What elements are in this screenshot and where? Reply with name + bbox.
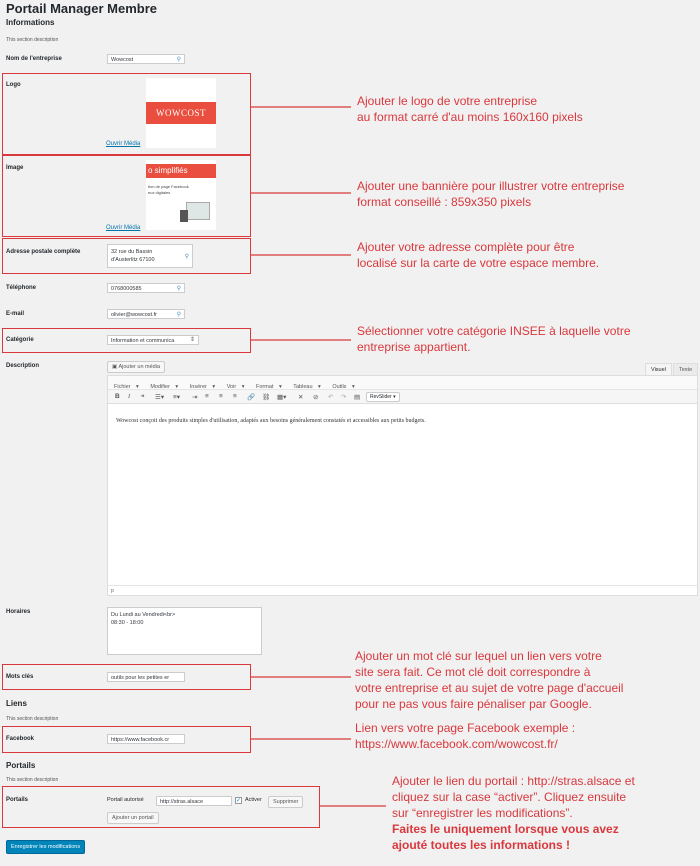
annotation-line: votre entreprise et au sujet de votre page d'accueil	[355, 681, 624, 695]
portail-sublabel: Portail autorisé	[107, 797, 144, 803]
entreprise-value: Wowcost	[111, 56, 134, 63]
annotation-line-bold: Faites le uniquement lorsque vous avez	[392, 822, 619, 836]
portail-value: http://stras.alsace	[160, 798, 204, 805]
italic-icon[interactable]: I	[128, 393, 131, 400]
annotation-line: au format carré d'au moins 160x160 pixels	[357, 110, 583, 124]
section-description: This section description	[6, 716, 59, 722]
banner-line2: eux digitales	[148, 190, 171, 195]
menu-label: Modifier	[150, 384, 170, 390]
mots-cles-value: outils pour les petites er	[111, 674, 170, 681]
annotation-line: cliquez sur la case “activer”. Cliquez ensuite	[392, 790, 627, 804]
annotation-line: sur “enregistrer les modifications”.	[392, 806, 573, 820]
pin-icon: ⚲	[176, 57, 181, 63]
annotation-line: Ajouter votre adresse complète pour être	[357, 240, 575, 254]
label-facebook: Facebook	[6, 736, 35, 742]
page-title: Portail Manager Membre	[6, 1, 157, 16]
section-title-informations: Informations	[6, 18, 55, 27]
annotation-adresse	[357, 239, 599, 271]
element-path: p	[111, 588, 114, 594]
activer-label: Activer	[245, 797, 262, 803]
annotation-line: localisé sur la carte de votre espace membre.	[357, 256, 600, 270]
delete-portal-button[interactable]: Supprimer	[268, 796, 303, 808]
label-telephone: Téléphone	[6, 285, 37, 291]
facebook-value: https://www.facebook.cr	[111, 736, 170, 743]
bullet-list-icon[interactable]: ☰▾	[155, 394, 165, 401]
banner-title: o simplifiés	[146, 164, 216, 178]
redo-icon[interactable]: ↷	[341, 394, 347, 401]
remove-format-icon[interactable]: ⊘	[313, 394, 319, 401]
align-center-icon[interactable]: ≡	[219, 393, 223, 400]
menu-outils[interactable]: Outils ▾	[332, 384, 355, 390]
telephone-value: 0768000585	[111, 285, 142, 292]
section-description: This section description	[6, 37, 59, 43]
annotation-line: entreprise appartient.	[357, 340, 471, 354]
email-value: olivier@wowcost.fr	[111, 311, 157, 318]
revslider-label: RevSlider	[370, 394, 392, 400]
open-media-logo-link[interactable]: Ouvrir Média	[106, 141, 141, 147]
menu-label: Insérer	[189, 384, 207, 390]
annotation-line: Ajouter le lien du portail : http://stras.alsace et	[392, 774, 635, 788]
horaires-line1: Du Lundi au Vendredi<br>	[111, 612, 176, 618]
section-title-liens: Liens	[6, 699, 27, 708]
label-adresse: Adresse postale complète	[6, 249, 81, 255]
adresse-line2: d'Austerlitz 67100	[111, 257, 155, 263]
label-categorie: Catégorie	[6, 337, 34, 343]
menu-label: Tableau	[293, 384, 313, 390]
menu-voir[interactable]: Voir ▾	[226, 384, 245, 390]
label-logo: Logo	[6, 82, 21, 88]
annotation-mots-cles	[355, 648, 623, 712]
label-entreprise: Nom de l'entreprise	[6, 56, 62, 62]
annotation-line: Ajouter le logo de votre entreprise	[357, 94, 538, 108]
menu-modifier[interactable]: Modifier ▾	[150, 384, 179, 390]
indent-icon[interactable]: ⇥	[192, 394, 198, 401]
pin-icon: ⚲	[176, 286, 181, 292]
tab-text[interactable]: Texte	[673, 363, 698, 375]
blockquote-icon[interactable]: ❝	[141, 394, 145, 401]
align-right-icon[interactable]: ≡	[233, 393, 237, 400]
menu-inserer[interactable]: Insérer ▾	[189, 384, 216, 390]
label-description: Description	[6, 363, 40, 369]
annotation-facebook	[355, 720, 575, 752]
label-horaires: Horaires	[6, 609, 31, 615]
numbered-list-icon[interactable]: ≡▾	[173, 394, 181, 401]
pin-icon: ⚲	[184, 254, 189, 260]
kitchen-sink-icon[interactable]: ▤	[354, 394, 361, 401]
horaires-line2: 08:30 - 18:00	[111, 620, 144, 626]
annotation-portails	[392, 773, 635, 853]
menu-label: Outils	[332, 384, 347, 390]
annotation-line: Ajouter un mot clé sur lequel un lien vers votre	[355, 649, 602, 663]
menu-fichier[interactable]: Fichier ▾	[114, 384, 139, 390]
annotation-line: pour ne pas vous faire pénaliser par Google.	[355, 697, 592, 711]
align-left-icon[interactable]: ≡	[205, 393, 209, 400]
menu-format[interactable]: Format ▾	[256, 384, 282, 390]
undo-icon[interactable]: ↶	[328, 394, 334, 401]
link-icon[interactable]: 🔗	[247, 394, 256, 401]
banner-line1: tion de page Facebook	[148, 184, 189, 189]
label-email: E-mail	[6, 311, 25, 317]
add-media-label: Ajouter un média	[118, 364, 161, 370]
menu-label: Format	[256, 384, 274, 390]
revslider-dropdown[interactable]: RevSlider ▾	[366, 392, 400, 402]
label-image: Image	[6, 165, 24, 171]
annotation-line: format conseillé : 859x350 pixels	[357, 195, 532, 209]
annotation-categorie	[357, 323, 631, 355]
categorie-value: Information et communica	[111, 337, 175, 344]
editor-content[interactable]: Wowcost conçoit des produits simples d'utilisation, adaptés aux besoins généralement constatés et accessibles aux petits budgets.	[116, 418, 426, 424]
menu-tableau[interactable]: Tableau ▾	[293, 384, 321, 390]
bold-icon[interactable]: B	[115, 393, 120, 400]
select-arrows-icon: ⇕	[189, 337, 195, 343]
save-changes-button[interactable]: Enregistrer les modifications	[6, 840, 85, 854]
fullscreen-icon[interactable]: ✕	[298, 394, 304, 401]
open-media-image-link[interactable]: Ouvrir Média	[106, 225, 141, 231]
annotation-line: Sélectionner votre catégorie INSEE à laquelle votre	[357, 324, 631, 338]
annotation-line: Lien vers votre page Facebook exemple :	[355, 721, 576, 735]
label-mots-cles: Mots clés	[6, 674, 34, 680]
menu-label: Fichier	[114, 384, 131, 390]
annotation-logo	[357, 93, 583, 125]
adresse-line1: 32 rue du Bassin	[111, 249, 153, 255]
section-description: This section description	[6, 777, 59, 783]
pin-icon: ⚲	[176, 312, 181, 318]
label-portails: Portails	[6, 797, 29, 803]
annotation-line: https://www.facebook.com/wowcost.fr/	[355, 737, 558, 751]
unlink-icon[interactable]: ⛓	[262, 394, 271, 401]
tab-visual[interactable]: Visuel	[645, 363, 672, 375]
add-media-icon: ▣	[112, 364, 118, 370]
table-icon[interactable]: ▦▾	[277, 394, 287, 401]
annotation-line-bold: ajouté toutes les informations !	[392, 838, 571, 852]
logo-brand-text: WOWCOST	[146, 102, 216, 124]
annotation-image	[357, 178, 624, 210]
menu-label: Voir	[226, 384, 237, 390]
annotation-line: site sera fait. Ce mot clé doit correspondre à	[355, 665, 591, 679]
add-portal-button[interactable]: Ajouter un portail	[107, 812, 159, 824]
annotation-line: Ajouter une bannière pour illustrer votre entreprise	[357, 179, 625, 193]
activer-checkbox[interactable]: ✓	[236, 798, 242, 804]
section-title-portails: Portails	[6, 761, 36, 770]
